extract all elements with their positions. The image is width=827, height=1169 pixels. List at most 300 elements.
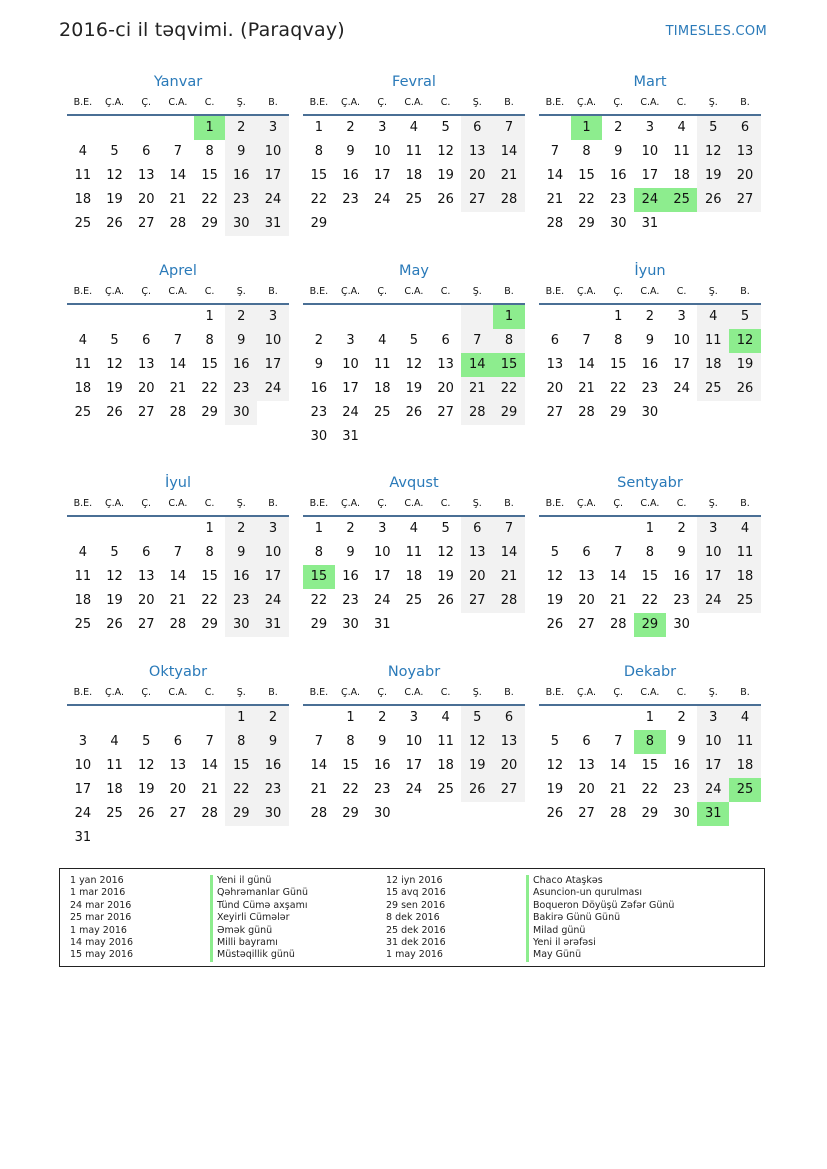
day-cell[interactable]: 3 [257, 116, 289, 140]
day-cell[interactable]: 22 [310, 593, 328, 608]
day-cell[interactable]: 18 [729, 754, 761, 778]
day-cell[interactable]: 3 [378, 521, 387, 536]
day-cell[interactable]: 7 [614, 734, 623, 749]
day-cell[interactable]: 17 [257, 565, 289, 589]
day-cell[interactable]: 8 [614, 333, 623, 348]
day-cell[interactable]: 30 [342, 617, 359, 632]
day-cell[interactable]: 24 [342, 405, 359, 420]
day-cell[interactable]: 11 [74, 569, 92, 584]
holiday-day-cell[interactable]: 14 [461, 353, 493, 377]
day-cell[interactable]: 31 [257, 212, 289, 236]
day-cell[interactable]: 7 [461, 329, 493, 353]
day-cell[interactable]: 13 [546, 357, 564, 372]
day-cell[interactable]: 4 [697, 305, 729, 329]
day-cell[interactable]: 5 [729, 305, 761, 329]
day-cell[interactable]: 9 [257, 730, 289, 754]
day-cell[interactable]: 7 [173, 545, 183, 560]
day-cell[interactable]: 17 [697, 754, 729, 778]
day-cell[interactable]: 26 [405, 405, 423, 420]
day-cell[interactable]: 5 [110, 545, 119, 560]
day-cell[interactable]: 18 [106, 782, 123, 797]
day-cell[interactable]: 26 [729, 377, 761, 401]
day-cell[interactable]: 9 [225, 140, 257, 164]
day-cell[interactable]: 5 [110, 144, 119, 159]
day-cell[interactable]: 28 [310, 806, 328, 821]
day-cell[interactable]: 9 [677, 734, 686, 749]
day-cell[interactable]: 27 [461, 589, 493, 613]
holiday-day-cell[interactable]: 31 [697, 802, 729, 826]
day-cell[interactable]: 26 [546, 617, 564, 632]
day-cell[interactable]: 15 [609, 357, 627, 372]
day-cell[interactable]: 6 [582, 545, 591, 560]
day-cell[interactable]: 7 [614, 545, 623, 560]
day-cell[interactable]: 15 [641, 569, 659, 584]
day-cell[interactable]: 27 [546, 405, 564, 420]
day-cell[interactable]: 17 [342, 381, 359, 396]
day-cell[interactable]: 20 [137, 381, 155, 396]
day-cell[interactable]: 3 [697, 706, 729, 730]
day-cell[interactable]: 3 [677, 309, 686, 324]
day-cell[interactable]: 16 [641, 357, 659, 372]
day-cell[interactable]: 9 [225, 329, 257, 353]
day-cell[interactable]: 30 [373, 806, 391, 821]
day-cell[interactable]: 13 [437, 357, 454, 372]
day-cell[interactable]: 22 [225, 778, 257, 802]
day-cell[interactable]: 26 [106, 216, 123, 231]
day-cell[interactable]: 14 [493, 140, 525, 164]
day-cell[interactable]: 6 [142, 333, 151, 348]
day-cell[interactable]: 19 [106, 381, 123, 396]
day-cell[interactable]: 7 [173, 144, 183, 159]
day-cell[interactable]: 17 [405, 758, 423, 773]
day-cell[interactable]: 5 [550, 545, 559, 560]
day-cell[interactable]: 16 [673, 758, 690, 773]
day-cell[interactable]: 6 [493, 706, 525, 730]
day-cell[interactable]: 1 [205, 521, 214, 536]
day-cell[interactable]: 6 [173, 734, 183, 749]
day-cell[interactable]: 17 [673, 357, 690, 372]
day-cell[interactable]: 16 [257, 754, 289, 778]
day-cell[interactable]: 3 [257, 517, 289, 541]
day-cell[interactable]: 27 [493, 778, 525, 802]
day-cell[interactable]: 17 [641, 168, 659, 183]
day-cell[interactable]: 9 [378, 734, 387, 749]
day-cell[interactable]: 11 [437, 734, 454, 749]
day-cell[interactable]: 12 [437, 545, 454, 560]
day-cell[interactable]: 10 [257, 541, 289, 565]
day-cell[interactable]: 24 [673, 381, 690, 396]
day-cell[interactable]: 28 [169, 405, 187, 420]
day-cell[interactable]: 2 [378, 710, 387, 725]
day-cell[interactable]: 18 [74, 593, 92, 608]
holiday-day-cell[interactable]: 1 [571, 116, 603, 140]
day-cell[interactable]: 14 [169, 357, 187, 372]
day-cell[interactable]: 2 [225, 116, 257, 140]
day-cell[interactable]: 21 [609, 593, 627, 608]
day-cell[interactable]: 16 [310, 381, 328, 396]
day-cell[interactable]: 13 [461, 140, 493, 164]
day-cell[interactable]: 11 [405, 545, 423, 560]
day-cell[interactable]: 8 [346, 734, 355, 749]
day-cell[interactable]: 12 [106, 357, 123, 372]
day-cell[interactable]: 24 [257, 377, 289, 401]
day-cell[interactable]: 31 [257, 613, 289, 637]
day-cell[interactable]: 17 [257, 353, 289, 377]
day-cell[interactable]: 8 [493, 329, 525, 353]
day-cell[interactable]: 20 [461, 164, 493, 188]
day-cell[interactable]: 22 [578, 192, 595, 207]
holiday-day-cell[interactable]: 25 [666, 188, 698, 212]
day-cell[interactable]: 6 [550, 333, 559, 348]
day-cell[interactable]: 10 [405, 734, 423, 749]
day-cell[interactable]: 28 [169, 617, 187, 632]
day-cell[interactable]: 29 [201, 216, 218, 231]
day-cell[interactable]: 29 [342, 806, 359, 821]
day-cell[interactable]: 26 [697, 188, 729, 212]
day-cell[interactable]: 27 [137, 405, 155, 420]
day-cell[interactable]: 13 [578, 569, 595, 584]
day-cell[interactable]: 21 [493, 164, 525, 188]
day-cell[interactable]: 27 [461, 188, 493, 212]
day-cell[interactable]: 25 [729, 589, 761, 613]
day-cell[interactable]: 1 [314, 120, 323, 135]
day-cell[interactable]: 27 [169, 806, 187, 821]
day-cell[interactable]: 31 [342, 429, 359, 444]
day-cell[interactable]: 24 [257, 188, 289, 212]
day-cell[interactable]: 8 [582, 144, 591, 159]
day-cell[interactable]: 27 [578, 806, 595, 821]
day-cell[interactable]: 28 [493, 188, 525, 212]
day-cell[interactable]: 28 [201, 806, 218, 821]
day-cell[interactable]: 23 [225, 377, 257, 401]
day-cell[interactable]: 6 [582, 734, 591, 749]
day-cell[interactable]: 8 [645, 545, 655, 560]
day-cell[interactable]: 31 [74, 830, 92, 845]
day-cell[interactable]: 20 [437, 381, 454, 396]
day-cell[interactable]: 18 [437, 758, 454, 773]
day-cell[interactable]: 22 [609, 381, 627, 396]
holiday-day-cell[interactable]: 8 [634, 730, 666, 754]
day-cell[interactable]: 29 [493, 401, 525, 425]
day-cell[interactable]: 10 [257, 140, 289, 164]
day-cell[interactable]: 22 [201, 381, 218, 396]
day-cell[interactable]: 25 [74, 216, 92, 231]
day-cell[interactable]: 6 [142, 545, 151, 560]
day-cell[interactable]: 3 [697, 517, 729, 541]
day-cell[interactable]: 8 [314, 144, 323, 159]
day-cell[interactable]: 21 [578, 381, 595, 396]
day-cell[interactable]: 23 [609, 192, 627, 207]
day-cell[interactable]: 2 [346, 120, 355, 135]
day-cell[interactable]: 5 [550, 734, 559, 749]
day-cell[interactable]: 31 [641, 216, 659, 231]
day-cell[interactable]: 29 [310, 617, 328, 632]
day-cell[interactable]: 26 [461, 778, 493, 802]
day-cell[interactable]: 31 [373, 617, 391, 632]
day-cell[interactable]: 2 [677, 521, 686, 536]
day-cell[interactable]: 9 [645, 333, 655, 348]
day-cell[interactable]: 4 [78, 333, 87, 348]
day-cell[interactable]: 1 [645, 710, 655, 725]
day-cell[interactable]: 24 [405, 782, 423, 797]
day-cell[interactable]: 19 [405, 381, 423, 396]
day-cell[interactable]: 3 [409, 710, 419, 725]
day-cell[interactable]: 21 [169, 381, 187, 396]
day-cell[interactable]: 23 [373, 782, 391, 797]
day-cell[interactable]: 20 [137, 192, 155, 207]
day-cell[interactable]: 20 [546, 381, 564, 396]
day-cell[interactable]: 2 [346, 521, 355, 536]
day-cell[interactable]: 23 [641, 381, 659, 396]
day-cell[interactable]: 12 [461, 730, 493, 754]
day-cell[interactable]: 28 [461, 401, 493, 425]
day-cell[interactable]: 23 [225, 188, 257, 212]
day-cell[interactable]: 23 [225, 589, 257, 613]
day-cell[interactable]: 10 [641, 144, 659, 159]
day-cell[interactable]: 24 [697, 589, 729, 613]
day-cell[interactable]: 30 [225, 401, 257, 425]
day-cell[interactable]: 30 [673, 617, 690, 632]
day-cell[interactable]: 10 [673, 333, 690, 348]
day-cell[interactable]: 11 [106, 758, 123, 773]
day-cell[interactable]: 15 [225, 754, 257, 778]
day-cell[interactable]: 1 [205, 309, 214, 324]
day-cell[interactable]: 11 [405, 144, 423, 159]
day-cell[interactable]: 9 [225, 541, 257, 565]
day-cell[interactable]: 25 [405, 593, 423, 608]
day-cell[interactable]: 17 [373, 168, 391, 183]
day-cell[interactable]: 11 [729, 541, 761, 565]
day-cell[interactable]: 11 [729, 730, 761, 754]
day-cell[interactable]: 28 [578, 405, 595, 420]
day-cell[interactable]: 2 [225, 517, 257, 541]
day-cell[interactable]: 10 [697, 541, 729, 565]
day-cell[interactable]: 13 [578, 758, 595, 773]
day-cell[interactable]: 16 [342, 168, 359, 183]
day-cell[interactable]: 3 [257, 305, 289, 329]
day-cell[interactable]: 22 [342, 782, 359, 797]
holiday-day-cell[interactable]: 29 [634, 613, 666, 637]
day-cell[interactable]: 14 [609, 569, 627, 584]
day-cell[interactable]: 19 [729, 353, 761, 377]
day-cell[interactable]: 19 [546, 593, 564, 608]
day-cell[interactable]: 26 [437, 192, 454, 207]
day-cell[interactable]: 23 [673, 593, 690, 608]
day-cell[interactable]: 28 [169, 216, 187, 231]
day-cell[interactable]: 28 [609, 806, 627, 821]
day-cell[interactable]: 14 [493, 541, 525, 565]
day-cell[interactable]: 6 [461, 517, 493, 541]
day-cell[interactable]: 20 [578, 593, 595, 608]
day-cell[interactable]: 10 [373, 545, 391, 560]
day-cell[interactable]: 24 [257, 589, 289, 613]
day-cell[interactable]: 22 [201, 593, 218, 608]
day-cell[interactable]: 25 [437, 782, 454, 797]
day-cell[interactable]: 13 [137, 357, 155, 372]
day-cell[interactable]: 4 [378, 333, 387, 348]
day-cell[interactable]: 25 [106, 806, 123, 821]
day-cell[interactable]: 22 [201, 192, 218, 207]
day-cell[interactable]: 8 [205, 545, 214, 560]
day-cell[interactable]: 25 [74, 405, 92, 420]
day-cell[interactable]: 4 [729, 706, 761, 730]
day-cell[interactable]: 6 [142, 144, 151, 159]
day-cell[interactable]: 27 [137, 617, 155, 632]
day-cell[interactable]: 12 [106, 569, 123, 584]
day-cell[interactable]: 19 [546, 782, 564, 797]
brand-link[interactable]: TIMESLES.COM [665, 24, 767, 39]
day-cell[interactable]: 19 [106, 593, 123, 608]
day-cell[interactable]: 5 [461, 706, 493, 730]
day-cell[interactable]: 14 [609, 758, 627, 773]
day-cell[interactable]: 30 [310, 429, 328, 444]
day-cell[interactable]: 23 [310, 405, 328, 420]
day-cell[interactable]: 16 [373, 758, 391, 773]
day-cell[interactable]: 4 [409, 120, 419, 135]
day-cell[interactable]: 12 [405, 357, 423, 372]
holiday-day-cell[interactable]: 12 [729, 329, 761, 353]
day-cell[interactable]: 29 [225, 802, 257, 826]
day-cell[interactable]: 4 [78, 545, 87, 560]
day-cell[interactable]: 29 [310, 216, 328, 231]
holiday-day-cell[interactable]: 24 [634, 188, 666, 212]
day-cell[interactable]: 10 [373, 144, 391, 159]
day-cell[interactable]: 24 [697, 778, 729, 802]
holiday-day-cell[interactable]: 15 [303, 565, 335, 589]
day-cell[interactable]: 15 [201, 357, 218, 372]
day-cell[interactable]: 26 [546, 806, 564, 821]
day-cell[interactable]: 16 [673, 569, 690, 584]
day-cell[interactable]: 11 [373, 357, 391, 372]
day-cell[interactable]: 22 [493, 377, 525, 401]
day-cell[interactable]: 4 [110, 734, 119, 749]
day-cell[interactable]: 11 [74, 357, 92, 372]
day-cell[interactable]: 30 [609, 216, 627, 231]
day-cell[interactable]: 8 [225, 730, 257, 754]
day-cell[interactable]: 13 [729, 140, 761, 164]
day-cell[interactable]: 12 [546, 569, 564, 584]
day-cell[interactable]: 22 [310, 192, 328, 207]
day-cell[interactable]: 8 [314, 545, 323, 560]
day-cell[interactable]: 21 [169, 593, 187, 608]
day-cell[interactable]: 27 [578, 617, 595, 632]
day-cell[interactable]: 25 [405, 192, 423, 207]
day-cell[interactable]: 13 [137, 168, 155, 183]
day-cell[interactable]: 5 [142, 734, 151, 749]
day-cell[interactable]: 21 [310, 782, 328, 797]
day-cell[interactable]: 5 [110, 333, 119, 348]
day-cell[interactable]: 2 [225, 305, 257, 329]
day-cell[interactable]: 2 [314, 333, 323, 348]
day-cell[interactable]: 24 [74, 806, 92, 821]
day-cell[interactable]: 11 [74, 168, 92, 183]
day-cell[interactable]: 5 [441, 521, 450, 536]
day-cell[interactable]: 27 [437, 405, 454, 420]
day-cell[interactable]: 7 [493, 116, 525, 140]
day-cell[interactable]: 28 [609, 617, 627, 632]
day-cell[interactable]: 29 [201, 405, 218, 420]
day-cell[interactable]: 23 [673, 782, 690, 797]
day-cell[interactable]: 20 [493, 754, 525, 778]
day-cell[interactable]: 9 [677, 545, 686, 560]
day-cell[interactable]: 15 [342, 758, 359, 773]
day-cell[interactable]: 20 [729, 164, 761, 188]
day-cell[interactable]: 19 [137, 782, 155, 797]
day-cell[interactable]: 30 [641, 405, 659, 420]
day-cell[interactable]: 6 [441, 333, 450, 348]
day-cell[interactable]: 13 [137, 569, 155, 584]
day-cell[interactable]: 14 [310, 758, 328, 773]
day-cell[interactable]: 7 [205, 734, 214, 749]
day-cell[interactable]: 8 [205, 144, 214, 159]
day-cell[interactable]: 4 [78, 144, 87, 159]
day-cell[interactable]: 26 [437, 593, 454, 608]
day-cell[interactable]: 2 [257, 706, 289, 730]
holiday-day-cell[interactable]: 1 [493, 305, 525, 329]
day-cell[interactable]: 19 [697, 164, 729, 188]
day-cell[interactable]: 4 [729, 517, 761, 541]
day-cell[interactable]: 17 [74, 782, 92, 797]
day-cell[interactable]: 10 [257, 329, 289, 353]
day-cell[interactable]: 13 [461, 541, 493, 565]
day-cell[interactable]: 16 [225, 164, 257, 188]
day-cell[interactable]: 22 [641, 593, 659, 608]
day-cell[interactable]: 30 [225, 613, 257, 637]
day-cell[interactable]: 6 [729, 116, 761, 140]
day-cell[interactable]: 30 [257, 802, 289, 826]
day-cell[interactable]: 3 [78, 734, 87, 749]
day-cell[interactable]: 10 [74, 758, 92, 773]
day-cell[interactable]: 3 [378, 120, 387, 135]
day-cell[interactable]: 18 [673, 168, 690, 183]
day-cell[interactable]: 1 [346, 710, 355, 725]
day-cell[interactable]: 10 [342, 357, 359, 372]
day-cell[interactable]: 27 [137, 216, 155, 231]
day-cell[interactable]: 23 [342, 192, 359, 207]
day-cell[interactable]: 29 [201, 617, 218, 632]
day-cell[interactable]: 21 [493, 565, 525, 589]
day-cell[interactable]: 21 [546, 192, 564, 207]
day-cell[interactable]: 14 [578, 357, 595, 372]
day-cell[interactable]: 4 [441, 710, 450, 725]
day-cell[interactable]: 25 [697, 377, 729, 401]
holiday-day-cell[interactable]: 1 [194, 116, 226, 140]
day-cell[interactable]: 21 [609, 782, 627, 797]
day-cell[interactable]: 18 [697, 353, 729, 377]
day-cell[interactable]: 18 [74, 192, 92, 207]
day-cell[interactable]: 16 [225, 353, 257, 377]
day-cell[interactable]: 2 [614, 120, 623, 135]
day-cell[interactable]: 20 [461, 565, 493, 589]
day-cell[interactable]: 14 [169, 569, 187, 584]
day-cell[interactable]: 9 [346, 545, 355, 560]
day-cell[interactable]: 21 [169, 192, 187, 207]
day-cell[interactable]: 12 [437, 144, 454, 159]
day-cell[interactable]: 7 [314, 734, 323, 749]
day-cell[interactable]: 17 [373, 569, 391, 584]
day-cell[interactable]: 14 [546, 168, 564, 183]
day-cell[interactable]: 16 [342, 569, 359, 584]
day-cell[interactable]: 18 [729, 565, 761, 589]
day-cell[interactable]: 3 [346, 333, 355, 348]
day-cell[interactable]: 7 [493, 517, 525, 541]
day-cell[interactable]: 4 [409, 521, 419, 536]
day-cell[interactable]: 4 [677, 120, 686, 135]
day-cell[interactable]: 7 [550, 144, 559, 159]
day-cell[interactable]: 28 [546, 216, 564, 231]
day-cell[interactable]: 19 [437, 168, 454, 183]
day-cell[interactable]: 7 [582, 333, 591, 348]
